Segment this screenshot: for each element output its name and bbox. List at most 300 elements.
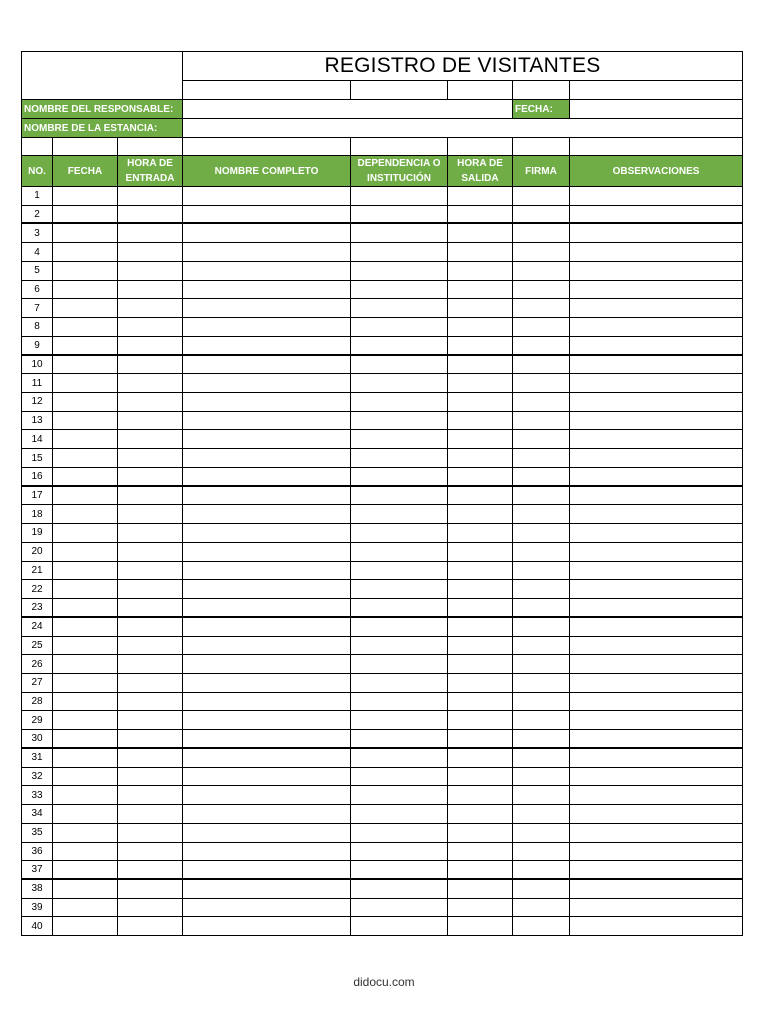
row-number: 32 [22, 768, 53, 787]
row-hora-entrada-cell[interactable] [118, 655, 183, 674]
row-observaciones-cell[interactable] [570, 786, 743, 805]
row-dependencia-cell[interactable] [351, 356, 448, 375]
row-firma-cell[interactable] [513, 637, 570, 656]
row-firma-cell[interactable] [513, 299, 570, 318]
row-firma-cell[interactable] [513, 618, 570, 637]
row-number: 16 [22, 468, 53, 487]
row-hora-entrada-cell[interactable] [118, 805, 183, 824]
row-hora-entrada-cell[interactable] [118, 430, 183, 449]
row-hora-entrada-cell[interactable] [118, 505, 183, 524]
row-observaciones-cell[interactable] [570, 187, 743, 206]
row-dependencia-cell[interactable] [351, 430, 448, 449]
row-fecha-cell[interactable] [53, 711, 118, 730]
row-observaciones-cell[interactable] [570, 299, 743, 318]
row-firma-cell[interactable] [513, 430, 570, 449]
row-hora-entrada-cell[interactable] [118, 843, 183, 862]
row-dependencia-cell[interactable] [351, 505, 448, 524]
row-firma-cell[interactable] [513, 693, 570, 712]
row-nombre-completo-cell[interactable] [183, 412, 351, 431]
row-hora-salida-cell[interactable] [448, 412, 513, 431]
row-number: 3 [22, 224, 53, 243]
row-firma-cell[interactable] [513, 206, 570, 225]
row-dependencia-cell[interactable] [351, 449, 448, 468]
row-hora-entrada-cell[interactable] [118, 262, 183, 281]
row-nombre-completo-cell[interactable] [183, 693, 351, 712]
row-hora-entrada-cell[interactable] [118, 393, 183, 412]
row-firma-cell[interactable] [513, 899, 570, 918]
row-fecha-cell[interactable] [53, 749, 118, 768]
row-nombre-completo-cell[interactable] [183, 337, 351, 356]
row-fecha-cell[interactable] [53, 430, 118, 449]
row-dependencia-cell[interactable] [351, 337, 448, 356]
row-dependencia-cell[interactable] [351, 917, 448, 936]
row-dependencia-cell[interactable] [351, 824, 448, 843]
row-hora-entrada-cell[interactable] [118, 187, 183, 206]
row-hora-entrada-cell[interactable] [118, 524, 183, 543]
row-hora-salida-cell[interactable] [448, 318, 513, 337]
row-hora-entrada-cell[interactable] [118, 899, 183, 918]
row-observaciones-cell[interactable] [570, 917, 743, 936]
row-hora-salida-cell[interactable] [448, 449, 513, 468]
row-fecha-cell[interactable] [53, 243, 118, 262]
row-hora-salida-cell[interactable] [448, 505, 513, 524]
row-number: 13 [22, 412, 53, 431]
row-fecha-cell[interactable] [53, 299, 118, 318]
row-dependencia-cell[interactable] [351, 861, 448, 880]
row-nombre-completo-cell[interactable] [183, 768, 351, 787]
row-observaciones-cell[interactable] [570, 805, 743, 824]
row-hora-entrada-cell[interactable] [118, 786, 183, 805]
row-observaciones-cell[interactable] [570, 356, 743, 375]
row-nombre-completo-cell[interactable] [183, 786, 351, 805]
row-nombre-completo-cell[interactable] [183, 674, 351, 693]
row-firma-cell[interactable] [513, 824, 570, 843]
row-observaciones-cell[interactable] [570, 412, 743, 431]
row-dependencia-cell[interactable] [351, 374, 448, 393]
row-dependencia-cell[interactable] [351, 730, 448, 749]
row-hora-salida-cell[interactable] [448, 693, 513, 712]
row-number: 29 [22, 711, 53, 730]
row-fecha-cell[interactable] [53, 356, 118, 375]
row-dependencia-cell[interactable] [351, 318, 448, 337]
row-nombre-completo-cell[interactable] [183, 262, 351, 281]
row-nombre-completo-cell[interactable] [183, 655, 351, 674]
row-observaciones-cell[interactable] [570, 543, 743, 562]
row-fecha-cell[interactable] [53, 655, 118, 674]
row-hora-entrada-cell[interactable] [118, 749, 183, 768]
row-dependencia-cell[interactable] [351, 487, 448, 506]
row-nombre-completo-cell[interactable] [183, 543, 351, 562]
row-nombre-completo-cell[interactable] [183, 805, 351, 824]
row-observaciones-cell[interactable] [570, 262, 743, 281]
row-fecha-cell[interactable] [53, 861, 118, 880]
row-number: 2 [22, 206, 53, 225]
row-dependencia-cell[interactable] [351, 711, 448, 730]
row-dependencia-cell[interactable] [351, 562, 448, 581]
row-dependencia-cell[interactable] [351, 262, 448, 281]
row-firma-cell[interactable] [513, 281, 570, 300]
row-hora-entrada-cell[interactable] [118, 599, 183, 618]
estancia-label: NOMBRE DE LA ESTANCIA: [22, 119, 183, 138]
row-number: 8 [22, 318, 53, 337]
row-firma-cell[interactable] [513, 356, 570, 375]
row-dependencia-cell[interactable] [351, 543, 448, 562]
row-firma-cell[interactable] [513, 524, 570, 543]
row-hora-salida-cell[interactable] [448, 711, 513, 730]
row-dependencia-cell[interactable] [351, 693, 448, 712]
row-nombre-completo-cell[interactable] [183, 449, 351, 468]
row-nombre-completo-cell[interactable] [183, 374, 351, 393]
row-observaciones-cell[interactable] [570, 749, 743, 768]
row-hora-salida-cell[interactable] [448, 206, 513, 225]
row-nombre-completo-cell[interactable] [183, 861, 351, 880]
row-hora-entrada-cell[interactable] [118, 768, 183, 787]
row-observaciones-cell[interactable] [570, 430, 743, 449]
row-dependencia-cell[interactable] [351, 187, 448, 206]
row-firma-cell[interactable] [513, 393, 570, 412]
row-nombre-completo-cell[interactable] [183, 393, 351, 412]
row-fecha-cell[interactable] [53, 224, 118, 243]
column-header-dependencia: DEPENDENCIA O INSTITUCIÓN [351, 156, 448, 187]
row-firma-cell[interactable] [513, 468, 570, 487]
row-firma-cell[interactable] [513, 505, 570, 524]
row-dependencia-cell[interactable] [351, 655, 448, 674]
row-dependencia-cell[interactable] [351, 580, 448, 599]
row-dependencia-cell[interactable] [351, 412, 448, 431]
row-dependencia-cell[interactable] [351, 805, 448, 824]
row-fecha-cell[interactable] [53, 449, 118, 468]
row-hora-salida-cell[interactable] [448, 730, 513, 749]
row-observaciones-cell[interactable] [570, 468, 743, 487]
row-hora-salida-cell[interactable] [448, 337, 513, 356]
row-nombre-completo-cell[interactable] [183, 281, 351, 300]
row-hora-salida-cell[interactable] [448, 562, 513, 581]
row-observaciones-cell[interactable] [570, 693, 743, 712]
row-hora-salida-cell[interactable] [448, 430, 513, 449]
row-nombre-completo-cell[interactable] [183, 487, 351, 506]
row-hora-salida-cell[interactable] [448, 749, 513, 768]
row-fecha-cell[interactable] [53, 730, 118, 749]
row-observaciones-cell[interactable] [570, 487, 743, 506]
row-nombre-completo-cell[interactable] [183, 299, 351, 318]
row-hora-entrada-cell[interactable] [118, 618, 183, 637]
row-firma-cell[interactable] [513, 655, 570, 674]
row-nombre-completo-cell[interactable] [183, 524, 351, 543]
row-observaciones-cell[interactable] [570, 562, 743, 581]
row-firma-cell[interactable] [513, 805, 570, 824]
row-firma-cell[interactable] [513, 917, 570, 936]
row-hora-salida-cell[interactable] [448, 618, 513, 637]
row-hora-salida-cell[interactable] [448, 599, 513, 618]
row-hora-entrada-cell[interactable] [118, 356, 183, 375]
row-nombre-completo-cell[interactable] [183, 824, 351, 843]
row-nombre-completo-cell[interactable] [183, 224, 351, 243]
row-hora-salida-cell[interactable] [448, 543, 513, 562]
row-hora-salida-cell[interactable] [448, 299, 513, 318]
row-nombre-completo-cell[interactable] [183, 711, 351, 730]
row-fecha-cell[interactable] [53, 281, 118, 300]
row-fecha-cell[interactable] [53, 262, 118, 281]
row-firma-cell[interactable] [513, 318, 570, 337]
row-fecha-cell[interactable] [53, 768, 118, 787]
row-observaciones-cell[interactable] [570, 224, 743, 243]
row-number: 9 [22, 337, 53, 356]
row-observaciones-cell[interactable] [570, 449, 743, 468]
row-nombre-completo-cell[interactable] [183, 599, 351, 618]
row-hora-salida-cell[interactable] [448, 487, 513, 506]
row-hora-salida-cell[interactable] [448, 805, 513, 824]
row-fecha-cell[interactable] [53, 468, 118, 487]
row-hora-salida-cell[interactable] [448, 637, 513, 656]
row-observaciones-cell[interactable] [570, 393, 743, 412]
row-observaciones-cell[interactable] [570, 618, 743, 637]
row-fecha-cell[interactable] [53, 843, 118, 862]
row-hora-entrada-cell[interactable] [118, 861, 183, 880]
row-observaciones-cell[interactable] [570, 580, 743, 599]
row-firma-cell[interactable] [513, 599, 570, 618]
row-fecha-cell[interactable] [53, 674, 118, 693]
row-firma-cell[interactable] [513, 730, 570, 749]
row-nombre-completo-cell[interactable] [183, 580, 351, 599]
row-observaciones-cell[interactable] [570, 374, 743, 393]
row-hora-salida-cell[interactable] [448, 899, 513, 918]
row-fecha-cell[interactable] [53, 580, 118, 599]
row-fecha-cell[interactable] [53, 393, 118, 412]
row-observaciones-cell[interactable] [570, 711, 743, 730]
row-fecha-cell[interactable] [53, 206, 118, 225]
row-nombre-completo-cell[interactable] [183, 505, 351, 524]
row-fecha-cell[interactable] [53, 543, 118, 562]
row-hora-salida-cell[interactable] [448, 356, 513, 375]
row-fecha-cell[interactable] [53, 562, 118, 581]
row-hora-entrada-cell[interactable] [118, 337, 183, 356]
row-dependencia-cell[interactable] [351, 393, 448, 412]
row-hora-salida-cell[interactable] [448, 187, 513, 206]
row-nombre-completo-cell[interactable] [183, 206, 351, 225]
row-hora-entrada-cell[interactable] [118, 374, 183, 393]
row-observaciones-cell[interactable] [570, 861, 743, 880]
row-hora-salida-cell[interactable] [448, 786, 513, 805]
row-dependencia-cell[interactable] [351, 786, 448, 805]
row-nombre-completo-cell[interactable] [183, 187, 351, 206]
row-fecha-cell[interactable] [53, 505, 118, 524]
row-hora-salida-cell[interactable] [448, 843, 513, 862]
row-fecha-cell[interactable] [53, 637, 118, 656]
row-hora-entrada-cell[interactable] [118, 711, 183, 730]
row-nombre-completo-cell[interactable] [183, 430, 351, 449]
row-observaciones-cell[interactable] [570, 243, 743, 262]
row-hora-entrada-cell[interactable] [118, 224, 183, 243]
row-nombre-completo-cell[interactable] [183, 318, 351, 337]
row-hora-entrada-cell[interactable] [118, 580, 183, 599]
row-fecha-cell[interactable] [53, 374, 118, 393]
row-dependencia-cell[interactable] [351, 637, 448, 656]
row-number: 19 [22, 524, 53, 543]
row-nombre-completo-cell[interactable] [183, 637, 351, 656]
row-hora-entrada-cell[interactable] [118, 824, 183, 843]
fecha-field[interactable] [570, 100, 743, 119]
row-fecha-cell[interactable] [53, 318, 118, 337]
row-hora-salida-cell[interactable] [448, 917, 513, 936]
row-fecha-cell[interactable] [53, 618, 118, 637]
row-hora-entrada-cell[interactable] [118, 449, 183, 468]
row-observaciones-cell[interactable] [570, 730, 743, 749]
row-firma-cell[interactable] [513, 562, 570, 581]
row-nombre-completo-cell[interactable] [183, 468, 351, 487]
row-firma-cell[interactable] [513, 580, 570, 599]
row-hora-salida-cell[interactable] [448, 243, 513, 262]
row-hora-entrada-cell[interactable] [118, 730, 183, 749]
row-observaciones-cell[interactable] [570, 281, 743, 300]
row-dependencia-cell[interactable] [351, 281, 448, 300]
row-dependencia-cell[interactable] [351, 674, 448, 693]
row-dependencia-cell[interactable] [351, 599, 448, 618]
row-dependencia-cell[interactable] [351, 243, 448, 262]
row-hora-entrada-cell[interactable] [118, 281, 183, 300]
row-observaciones-cell[interactable] [570, 880, 743, 899]
row-nombre-completo-cell[interactable] [183, 562, 351, 581]
row-dependencia-cell[interactable] [351, 524, 448, 543]
row-nombre-completo-cell[interactable] [183, 730, 351, 749]
row-firma-cell[interactable] [513, 749, 570, 768]
row-nombre-completo-cell[interactable] [183, 618, 351, 637]
row-hora-entrada-cell[interactable] [118, 243, 183, 262]
row-firma-cell[interactable] [513, 674, 570, 693]
row-firma-cell[interactable] [513, 711, 570, 730]
row-observaciones-cell[interactable] [570, 899, 743, 918]
row-firma-cell[interactable] [513, 449, 570, 468]
row-fecha-cell[interactable] [53, 599, 118, 618]
row-hora-salida-cell[interactable] [448, 674, 513, 693]
row-dependencia-cell[interactable] [351, 899, 448, 918]
row-hora-salida-cell[interactable] [448, 374, 513, 393]
row-nombre-completo-cell[interactable] [183, 917, 351, 936]
title-sub-cell [351, 81, 448, 100]
row-firma-cell[interactable] [513, 843, 570, 862]
estancia-field[interactable] [183, 119, 743, 138]
row-hora-entrada-cell[interactable] [118, 562, 183, 581]
row-hora-entrada-cell[interactable] [118, 880, 183, 899]
row-dependencia-cell[interactable] [351, 206, 448, 225]
row-firma-cell[interactable] [513, 374, 570, 393]
row-hora-entrada-cell[interactable] [118, 674, 183, 693]
title-sub-cell [183, 81, 351, 100]
row-nombre-completo-cell[interactable] [183, 880, 351, 899]
spacer-cell [22, 138, 53, 156]
row-hora-entrada-cell[interactable] [118, 487, 183, 506]
row-firma-cell[interactable] [513, 243, 570, 262]
row-hora-salida-cell[interactable] [448, 262, 513, 281]
row-hora-salida-cell[interactable] [448, 224, 513, 243]
row-observaciones-cell[interactable] [570, 674, 743, 693]
row-hora-salida-cell[interactable] [448, 524, 513, 543]
row-hora-salida-cell[interactable] [448, 468, 513, 487]
row-dependencia-cell[interactable] [351, 749, 448, 768]
row-fecha-cell[interactable] [53, 805, 118, 824]
row-dependencia-cell[interactable] [351, 468, 448, 487]
row-hora-entrada-cell[interactable] [118, 543, 183, 562]
row-firma-cell[interactable] [513, 487, 570, 506]
row-fecha-cell[interactable] [53, 487, 118, 506]
row-hora-entrada-cell[interactable] [118, 206, 183, 225]
row-dependencia-cell[interactable] [351, 880, 448, 899]
title-sub-cell [513, 81, 570, 100]
row-hora-salida-cell[interactable] [448, 824, 513, 843]
row-hora-salida-cell[interactable] [448, 393, 513, 412]
row-firma-cell[interactable] [513, 187, 570, 206]
row-fecha-cell[interactable] [53, 524, 118, 543]
row-firma-cell[interactable] [513, 224, 570, 243]
row-hora-entrada-cell[interactable] [118, 412, 183, 431]
row-firma-cell[interactable] [513, 412, 570, 431]
row-fecha-cell[interactable] [53, 824, 118, 843]
row-dependencia-cell[interactable] [351, 618, 448, 637]
row-observaciones-cell[interactable] [570, 206, 743, 225]
row-nombre-completo-cell[interactable] [183, 899, 351, 918]
row-hora-salida-cell[interactable] [448, 880, 513, 899]
row-fecha-cell[interactable] [53, 337, 118, 356]
row-fecha-cell[interactable] [53, 899, 118, 918]
row-hora-salida-cell[interactable] [448, 281, 513, 300]
row-dependencia-cell[interactable] [351, 843, 448, 862]
row-observaciones-cell[interactable] [570, 655, 743, 674]
row-firma-cell[interactable] [513, 861, 570, 880]
row-hora-entrada-cell[interactable] [118, 468, 183, 487]
row-dependencia-cell[interactable] [351, 768, 448, 787]
row-observaciones-cell[interactable] [570, 637, 743, 656]
column-header-hora-entrada: HORA DE ENTRADA [118, 156, 183, 187]
row-nombre-completo-cell[interactable] [183, 843, 351, 862]
row-fecha-cell[interactable] [53, 412, 118, 431]
row-hora-salida-cell[interactable] [448, 655, 513, 674]
row-firma-cell[interactable] [513, 880, 570, 899]
row-firma-cell[interactable] [513, 543, 570, 562]
row-hora-salida-cell[interactable] [448, 768, 513, 787]
responsable-field[interactable] [183, 100, 513, 119]
row-dependencia-cell[interactable] [351, 299, 448, 318]
row-hora-entrada-cell[interactable] [118, 917, 183, 936]
row-hora-entrada-cell[interactable] [118, 693, 183, 712]
title-sub-cell [448, 81, 513, 100]
row-observaciones-cell[interactable] [570, 337, 743, 356]
row-hora-salida-cell[interactable] [448, 580, 513, 599]
row-hora-entrada-cell[interactable] [118, 637, 183, 656]
row-hora-entrada-cell[interactable] [118, 299, 183, 318]
row-nombre-completo-cell[interactable] [183, 356, 351, 375]
row-observaciones-cell[interactable] [570, 843, 743, 862]
row-fecha-cell[interactable] [53, 880, 118, 899]
row-hora-salida-cell[interactable] [448, 861, 513, 880]
row-nombre-completo-cell[interactable] [183, 243, 351, 262]
row-observaciones-cell[interactable] [570, 768, 743, 787]
row-observaciones-cell[interactable] [570, 599, 743, 618]
row-dependencia-cell[interactable] [351, 224, 448, 243]
row-hora-entrada-cell[interactable] [118, 318, 183, 337]
row-observaciones-cell[interactable] [570, 505, 743, 524]
row-firma-cell[interactable] [513, 786, 570, 805]
row-fecha-cell[interactable] [53, 693, 118, 712]
row-firma-cell[interactable] [513, 337, 570, 356]
row-fecha-cell[interactable] [53, 187, 118, 206]
row-observaciones-cell[interactable] [570, 824, 743, 843]
row-observaciones-cell[interactable] [570, 318, 743, 337]
row-firma-cell[interactable] [513, 262, 570, 281]
row-fecha-cell[interactable] [53, 786, 118, 805]
row-nombre-completo-cell[interactable] [183, 749, 351, 768]
row-observaciones-cell[interactable] [570, 524, 743, 543]
row-fecha-cell[interactable] [53, 917, 118, 936]
row-firma-cell[interactable] [513, 768, 570, 787]
